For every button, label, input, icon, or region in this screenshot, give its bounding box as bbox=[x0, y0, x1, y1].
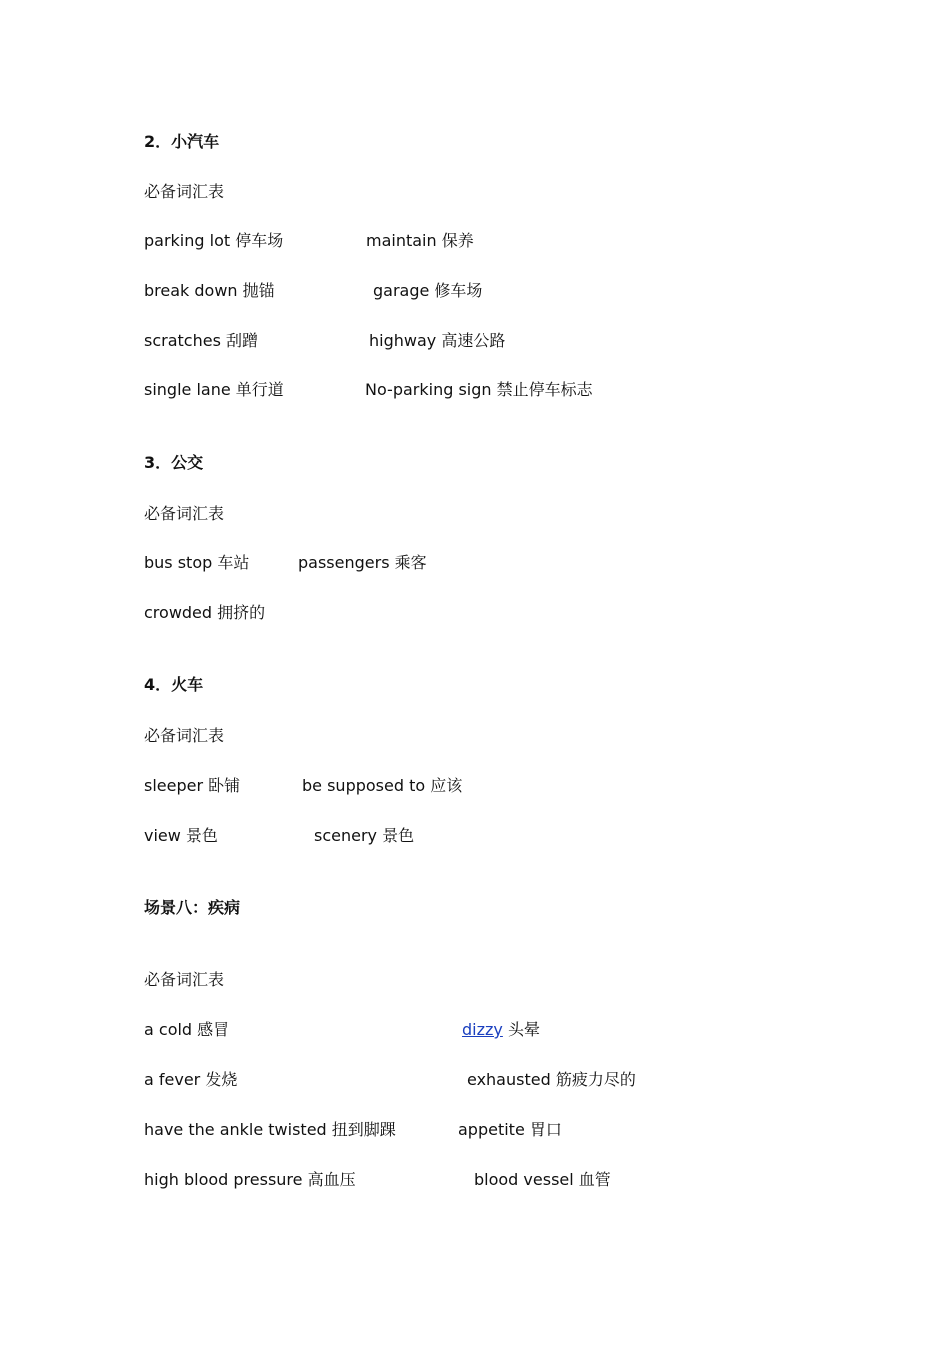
vocab-row bbox=[144, 1018, 540, 1042]
section-heading-car: 2．小汽车 bbox=[144, 132, 220, 151]
vocab-row bbox=[144, 329, 506, 353]
vocab-term: bus stop 车站 bbox=[144, 553, 250, 572]
vocab-term: be supposed to 应该 bbox=[302, 776, 463, 795]
vocab-term: single lane 单行道 bbox=[144, 380, 284, 399]
vocab-translation: 头晕 bbox=[502, 1020, 540, 1039]
vocab-row bbox=[144, 601, 265, 625]
vocab-row bbox=[144, 1168, 611, 1192]
vocab-row bbox=[144, 551, 427, 575]
vocab-term: have the ankle twisted 扭到脚踝 bbox=[144, 1120, 396, 1139]
vocab-term: scratches 刮蹭 bbox=[144, 331, 258, 350]
vocab-term: blood vessel 血管 bbox=[474, 1170, 611, 1189]
vocab-row bbox=[144, 824, 415, 848]
section-subheading-car: 必备词汇表 bbox=[144, 182, 225, 201]
vocab-term: high blood pressure 高血压 bbox=[144, 1170, 356, 1189]
vocab-term: scenery 景色 bbox=[314, 826, 415, 845]
vocab-term: parking lot 停车场 bbox=[144, 231, 284, 250]
vocab-row bbox=[144, 378, 593, 402]
vocab-row bbox=[144, 1068, 636, 1092]
vocab-term bbox=[462, 1018, 540, 1042]
vocab-term: a cold 感冒 bbox=[144, 1020, 230, 1039]
section-subheading-illness: 必备词汇表 bbox=[144, 970, 225, 989]
vocab-term: highway 高速公路 bbox=[369, 331, 506, 350]
vocab-term: maintain 保养 bbox=[366, 231, 474, 250]
vocab-term: crowded 拥挤的 bbox=[144, 603, 266, 622]
section-heading-illness: 场景八：疾病 bbox=[144, 898, 241, 917]
vocab-term: No-parking sign 禁止停车标志 bbox=[365, 380, 593, 399]
vocab-term: garage 修车场 bbox=[373, 281, 483, 300]
section-heading-bus: 3．公交 bbox=[144, 453, 204, 472]
vocab-term: sleeper 卧铺 bbox=[144, 776, 241, 795]
vocab-row bbox=[144, 229, 474, 253]
vocab-term: exhausted 筋疲力尽的 bbox=[467, 1070, 636, 1089]
vocab-row bbox=[144, 774, 463, 798]
vocab-term: view 景色 bbox=[144, 826, 218, 845]
vocab-term: a fever 发烧 bbox=[144, 1070, 238, 1089]
dizzy-link[interactable]: dizzy bbox=[462, 1020, 503, 1039]
section-subheading-bus: 必备词汇表 bbox=[144, 504, 225, 523]
vocab-term: passengers 乘客 bbox=[298, 553, 427, 572]
vocab-row bbox=[144, 279, 483, 303]
section-subheading-train: 必备词汇表 bbox=[144, 726, 225, 745]
vocab-row bbox=[144, 1118, 562, 1142]
vocab-term: break down 抛锚 bbox=[144, 281, 275, 300]
section-heading-train: 4．火车 bbox=[144, 675, 204, 694]
vocab-term: appetite 胃口 bbox=[458, 1120, 562, 1139]
